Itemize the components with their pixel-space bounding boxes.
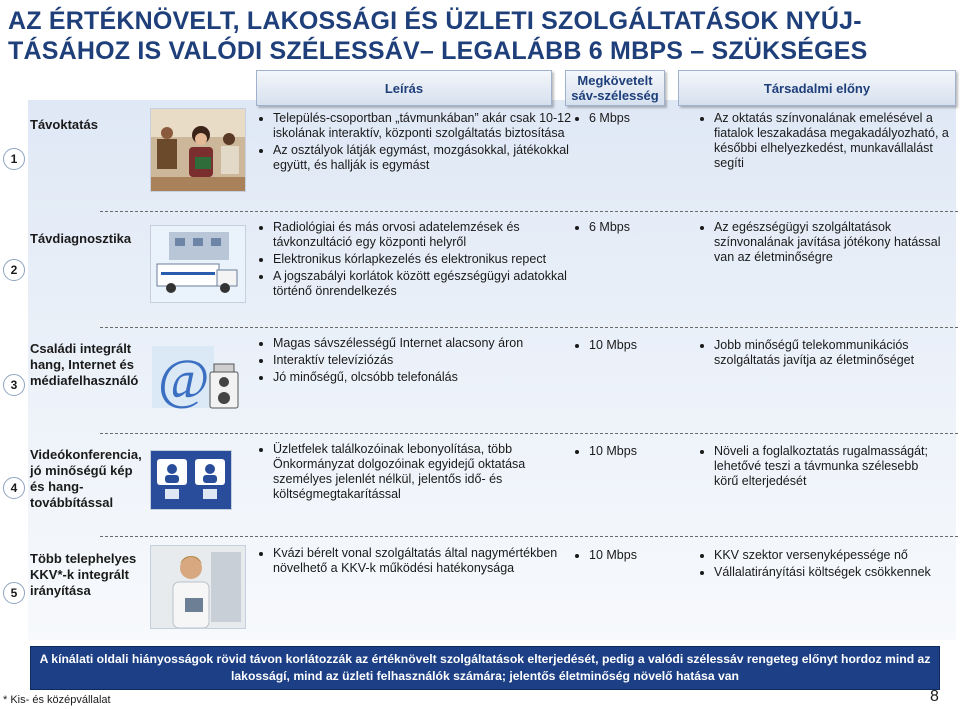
footnote: * Kis- és középvállalat	[3, 694, 111, 706]
bandwidth-value: • 10 Mbps	[589, 548, 672, 563]
videoconference-icon	[150, 450, 232, 510]
ambulance-photo-icon	[150, 225, 246, 303]
row-number: 3	[3, 374, 25, 396]
row-title: Távdiagnosztika	[30, 231, 132, 246]
description-item: • Elektronikus kórlapkezelés és elektronikus repect	[273, 252, 573, 267]
row-number: 1	[3, 148, 25, 170]
row-title: Távoktatás	[30, 117, 98, 132]
description-item: • Interaktív televíziózás	[273, 353, 573, 368]
row-separator	[100, 211, 958, 212]
bandwidth-value: • 6 Mbps	[589, 111, 672, 126]
row-title: Videókonferencia, jó minőségű kép és hang-továbbítással	[30, 447, 142, 510]
description-item: • Kvázi bérelt vonal szolgáltatás által nagymértékben növelhető a KKV-k működési hatékonysága	[273, 546, 563, 576]
description-item: • Radiológiai és más orvosi adatelemzések és távkonzultáció egy központi helyről	[273, 220, 573, 250]
benefit-item: • Vállalatirányítási költségek csökkennek	[714, 565, 954, 580]
header-bandwidth: Megkövetelt sáv-szélesség	[565, 70, 665, 106]
worker-photo-icon	[150, 545, 246, 629]
row-title: Több telephelyes KKV*-k integrált irányítása	[30, 551, 137, 598]
header-description: Leírás	[256, 70, 552, 106]
summary-text: A kínálati oldali hiányosságok rövid távon korlátozzák az értéknövelt szolgáltatások elterjedését, pedig a valódi szélessáv rengeteg előnyt hordoz mind az lakosságí, mind az üzleti felhasználók számára; jelentős életminőség növelő hatása van	[39, 652, 931, 683]
row-bandwidth	[572, 548, 672, 563]
description-item: • Az osztályok látják egymást, mozgásokkal, játékokkal együtt, és hallják is egymást	[273, 143, 573, 173]
row-separator	[100, 433, 958, 434]
at-sign-media-icon	[150, 342, 244, 412]
row-description	[256, 546, 563, 578]
benefit-item: • Jobb minőségű telekommunikációs szolgáltatás javítja az életminőséget	[714, 338, 960, 368]
description-item: • Üzletfelek találkozóinak lebonyolítása, több Önkormányzat dolgozóinak egyidejű oktatása személyes jelenlét nélkül, jelentős idő- és költségmegtakarítással	[273, 442, 563, 502]
classroom-photo-icon	[150, 108, 246, 192]
row-benefit	[697, 444, 939, 491]
row-bandwidth	[572, 338, 672, 353]
description-item: • Magas sávszélességű Internet alacsony áron	[273, 336, 573, 351]
page-number: 8	[930, 688, 939, 705]
row-description	[256, 220, 573, 301]
row-benefit	[697, 220, 954, 267]
bandwidth-value: • 10 Mbps	[589, 444, 672, 459]
row-benefit	[697, 111, 954, 173]
description-item: • Jó minőségű, olcsóbb telefonálás	[273, 370, 573, 385]
row-bandwidth	[572, 111, 672, 126]
benefit-item: • Az egészségügyi szolgáltatások színvonalának javítása jótékony hatással van az életminőségre	[714, 220, 954, 265]
row-benefit	[697, 338, 960, 370]
row-description	[256, 442, 563, 504]
row-number: 4	[3, 477, 25, 499]
row-description	[256, 111, 573, 175]
bandwidth-value: • 10 Mbps	[589, 338, 672, 353]
row-separator	[100, 327, 958, 328]
description-item: • A jogszabályi korlátok között egészségügyi adatokkal történő önrendelkezés	[273, 269, 573, 299]
svg-text:@: @	[158, 349, 210, 411]
row-benefit	[697, 548, 954, 582]
bandwidth-value: • 6 Mbps	[589, 220, 672, 235]
header-benefit: Társadalmi előny	[678, 70, 956, 106]
row-bandwidth	[572, 220, 672, 235]
row-number: 5	[3, 582, 25, 604]
benefit-item: • KKV szektor versenyképessége nő	[714, 548, 954, 563]
row-number: 2	[3, 259, 25, 281]
benefit-item: • Az oktatás színvonalának emelésével a fiatalok leszakadása megakadályozható, a későbbi elhelyezkedést, munkavállalást segíti	[714, 111, 954, 171]
summary-banner	[30, 646, 940, 690]
row-bandwidth	[572, 444, 672, 459]
benefit-item: • Növeli a foglalkoztatás rugalmasságát; lehetővé teszi a távmunka szélesebb körű elterjedését	[714, 444, 939, 489]
page-title: AZ ÉRTÉKNÖVELT, LAKOSSÁGI ÉS ÜZLETI SZOLGÁLTATÁSOK NYÚJ-TÁSÁHOZ IS VALÓDI SZÉLESSÁV– LEGALÁBB 6 MBPS – SZÜKSÉGES	[8, 7, 868, 65]
row-title: Családi integrált hang, Internet és médiafelhasználó	[30, 341, 139, 388]
row-separator	[100, 536, 958, 537]
description-item: • Település-csoportban „távmunkában” akár csak 10-12 iskolának interaktív, központi szolgáltatás biztosítása	[273, 111, 573, 141]
row-description	[256, 336, 573, 387]
